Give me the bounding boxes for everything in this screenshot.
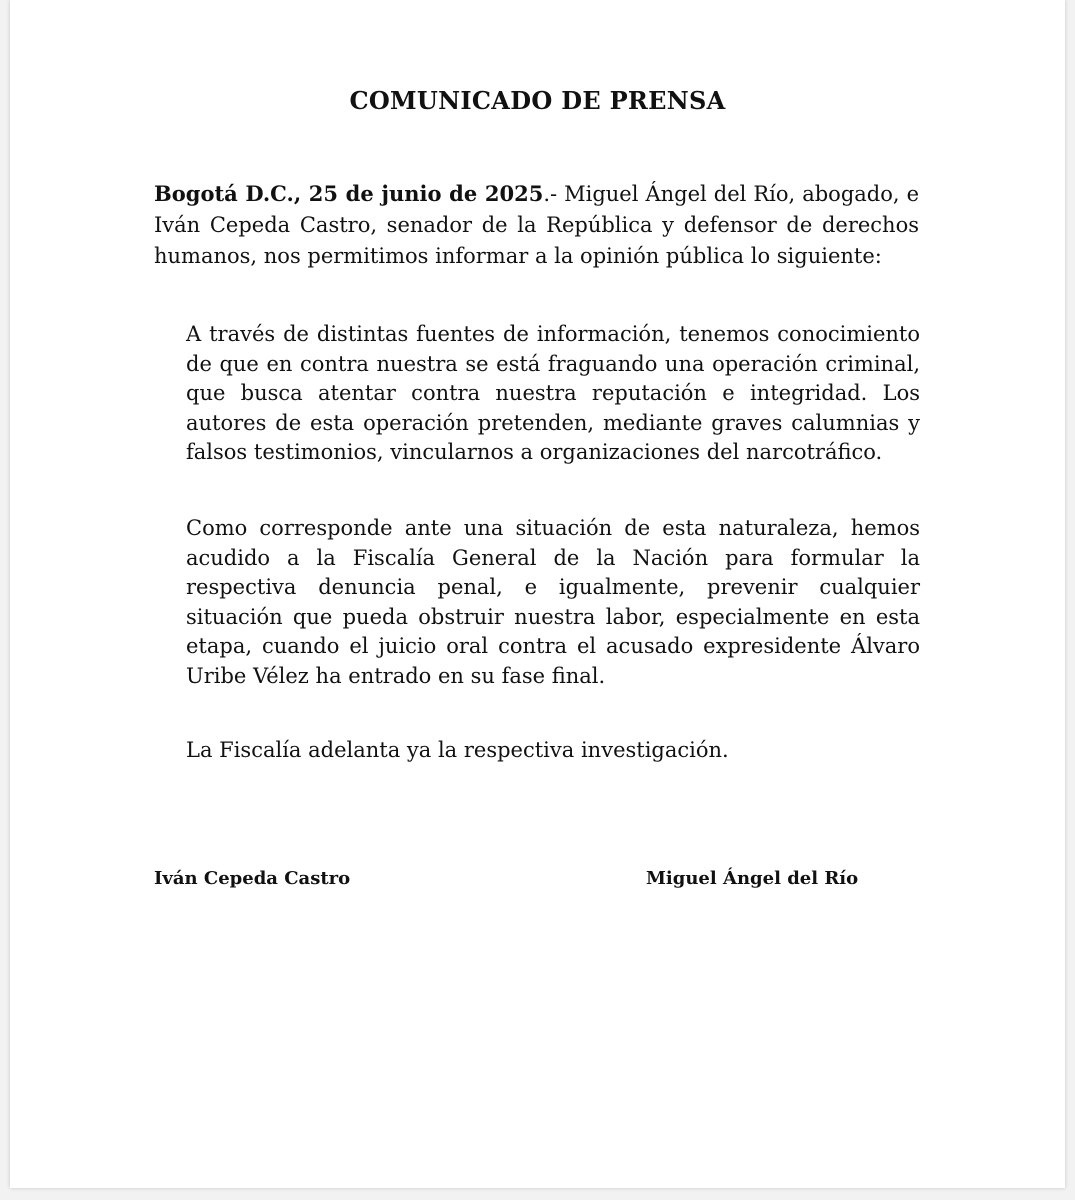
intro-dateline: Bogotá D.C., 25 de junio de 2025 [154,181,544,206]
intro-text: .- Miguel Ángel del Río, abogado, e Iván Cepeda Castro, senador de la República y defensor de derechos humanos, nos permitimos informar a la opinión pública lo siguiente: [154,182,919,268]
body-paragraph-3: La Fiscalía adelanta ya la respectiva investigación. [186,738,729,762]
intro-paragraph [154,178,919,272]
signature-right: Miguel Ángel del Río [646,868,859,889]
document-title: COMUNICADO DE PRENSA [349,86,726,115]
body-paragraph-2: Como corresponde ante una situación de esta naturaleza, hemos acudido a la Fiscalía General de la Nación para formular la respectiva denuncia penal, e igualmente, prevenir cualquier situación que pueda obstruir nuestra labor, especialmente en esta etapa, cuando el juicio oral contra el acusado expresidente Álvaro Uribe Vélez ha entrado en su fase final. [186,516,920,688]
document-page [10,0,1065,1188]
signature-left: Iván Cepeda Castro [154,868,351,889]
body-paragraph-1: A través de distintas fuentes de información, tenemos conocimiento de que en contra nuestra se está fraguando una operación criminal, que busca atentar contra nuestra reputación e integridad. Los autores de esta operación pretenden, mediante graves calumnias y falsos testimonios, vincularnos a organizaciones del narcotráfico. [186,322,920,464]
